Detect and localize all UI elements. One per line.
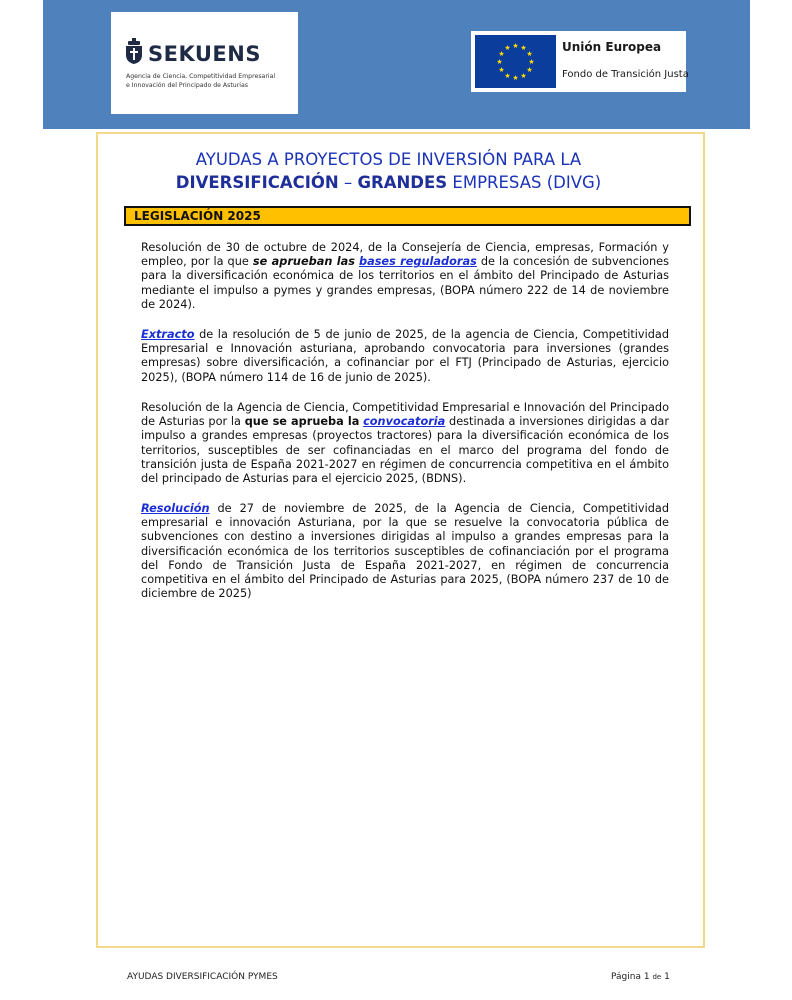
svg-text:★: ★	[528, 58, 535, 66]
eu-logo	[471, 31, 689, 92]
sekuens-subtitle-line1: Agencia de Ciencia, Competitividad Empresarial	[126, 73, 276, 80]
title-line1: AYUDAS A PROYECTOS DE INVERSIÓN PARA LA	[195, 150, 582, 169]
paragraph-bases-reguladoras	[141, 241, 669, 312]
section-label: LEGISLACIÓN 2025	[134, 209, 261, 223]
p4-text: de 27 de noviembre de 2025, de la Agencia de Ciencia, Competitividad empresarial e innovación Asturiana, por la que se resuelve la convocatoria pública de subvenciones con destino a inversiones dirigidas al impulso a grandes empresas para la diversificación económica de los territorios susceptibles de cofinanciación por el programa del Fondo de Transición Justa de España 2021-2027, en régimen de concurrencia competitiva en el ámbito del Principado de Asturias para 2025, (BOPA número 237 de 10 de diciembre de 2025)	[141, 502, 669, 601]
eu-fund-name: Fondo de Transición Justa	[562, 69, 689, 80]
p3-text-end: destinada a inversiones dirigidas a dar impulso a grandes empresas (proyectos tractores) para la diversificación económica de los territorios, susceptibles de ser cofinanciadas en el marco del programa del fondo de transición justa de España 2021-2027 en régimen de concurrencia competitiva en el ámbito del principado de Asturias para el ejercicio 2025, (BDNS).	[141, 415, 669, 486]
p3-text-start: Resolución de la Agencia de Ciencia, Competitividad Empresarial e Innovación del Principado de Asturias por la	[141, 401, 669, 429]
eu-title: Unión Europea	[562, 40, 662, 54]
title-separator: –	[338, 173, 358, 192]
p1-text-end: de la concesión de subvenciones para la diversificación económica de los territorios en el ámbito del Principado de Asturias mediante el impulso a pymes y grandes empresas, (BOPA número 222 de 14 de noviembre de 2024).	[141, 255, 670, 311]
svg-text:★: ★	[498, 66, 505, 74]
svg-text:★: ★	[512, 42, 519, 50]
page-title	[96, 148, 681, 194]
svg-text:★: ★	[526, 50, 533, 58]
svg-text:★: ★	[504, 44, 511, 52]
paragraph-resolucion	[141, 502, 669, 601]
svg-text:★: ★	[520, 44, 527, 52]
eu-flag-icon	[475, 35, 556, 88]
footer-document-title: AYUDAS DIVERSIFICACIÓN PYMES	[127, 972, 278, 982]
asturias-shield-icon	[125, 38, 143, 64]
sekuens-brand: SEKUENS	[148, 42, 261, 66]
svg-text:★: ★	[496, 58, 503, 66]
eu-stars-icon	[475, 35, 556, 88]
extracto-link[interactable]: Extracto	[141, 328, 195, 341]
svg-text:★: ★	[512, 74, 519, 82]
footer-page-num: 1	[643, 972, 650, 982]
p2-text: de la resolución de 5 de junio de 2025, de la agencia de Ciencia, Competitividad Empresarial e Innovación asturiana, aprobando convocatoria para inversiones (grandes empresas) sobre diversificación, a cofinanciar por el FTJ (Principado de Asturias, ejercicio 2025), (BOPA número 114 de 16 de junio de 2025).	[141, 328, 669, 384]
paragraph-convocatoria	[141, 401, 669, 486]
p1-text-start: Resolución de 30 de octubre de 2024, de la Consejería de Ciencia, empresas, Formación y empleo, por la que	[141, 241, 669, 269]
resolucion-link[interactable]: Resolución	[141, 502, 210, 515]
title-line2	[96, 171, 681, 194]
title-rest: EMPRESAS (DIVG)	[447, 173, 602, 192]
paragraph-extracto	[141, 328, 669, 385]
p3-bold: que se aprueba la	[244, 415, 360, 429]
footer-of-word: de	[652, 973, 662, 981]
svg-text:★: ★	[504, 72, 511, 80]
footer-page-number	[611, 972, 670, 982]
p1-bold: se aprueban las	[252, 255, 355, 269]
bases-reguladoras-link[interactable]: bases reguladoras	[358, 255, 477, 269]
svg-text:★: ★	[520, 72, 527, 80]
section-header-legislacion	[124, 206, 691, 226]
svg-text:★: ★	[526, 66, 533, 74]
title-diversificacion: DIVERSIFICACIÓN	[175, 173, 339, 192]
sekuens-logo	[111, 12, 298, 114]
sekuens-subtitle-line2: e Innovación del Principado de Asturias	[126, 82, 249, 89]
footer-page-total: 1	[664, 972, 670, 982]
footer-page-word: Página	[611, 972, 641, 982]
title-grandes: GRANDES	[357, 173, 448, 192]
svg-text:★: ★	[498, 50, 505, 58]
convocatoria-link[interactable]: convocatoria	[363, 415, 446, 429]
